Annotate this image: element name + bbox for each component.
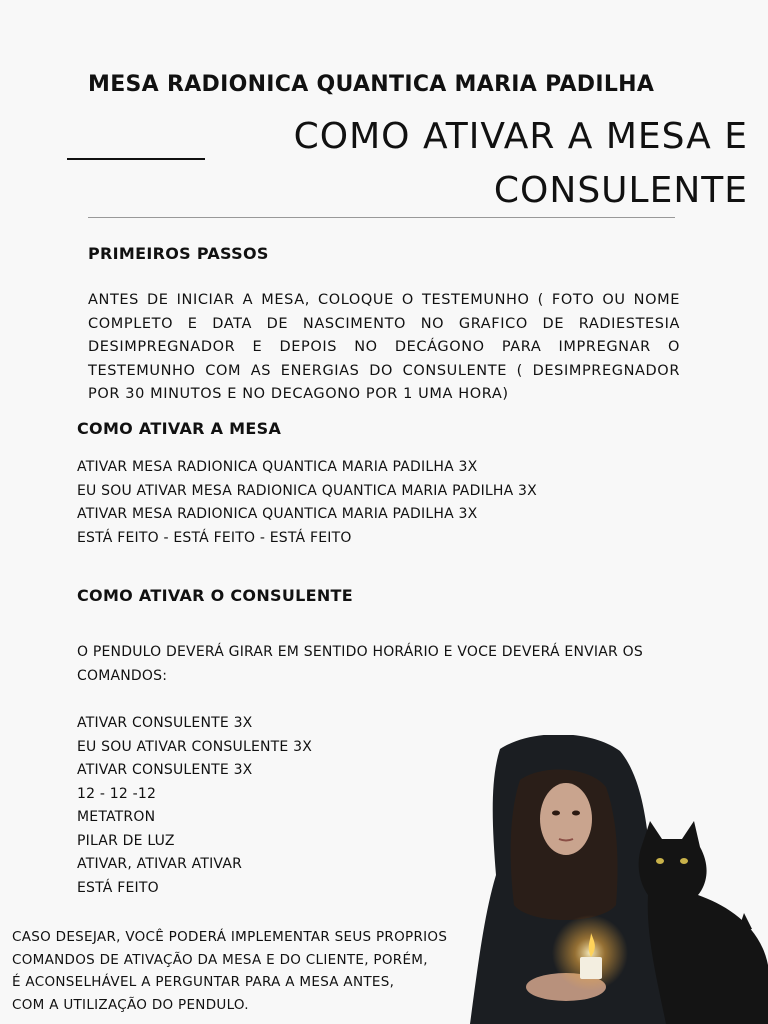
command-line: EU SOU ATIVAR CONSULENTE 3X	[77, 738, 313, 755]
command-line: ESTÁ FEITO - ESTÁ FEITO - ESTÁ FEITO	[77, 529, 352, 546]
footer-line: É ACONSELHÁVEL A PERGUNTAR PARA A MESA ANTES,	[12, 974, 395, 990]
subtitle-line: CONSULENTE	[493, 170, 748, 211]
section-heading-activate-table: COMO ATIVAR A MESA	[77, 419, 282, 438]
activate-table-commands	[77, 456, 537, 550]
command-line: 12 - 12 -12	[77, 785, 157, 802]
command-line: ESTÁ FEITO	[77, 879, 159, 896]
title-underline	[67, 158, 205, 160]
command-line: ATIVAR, ATIVAR ATIVAR	[77, 856, 243, 872]
page-title: MESA RADIONICA QUANTICA MARIA PADILHA	[88, 72, 655, 97]
activate-client-commands	[77, 712, 312, 900]
page-subtitle	[188, 110, 748, 218]
subtitle-line: COMO ATIVAR A MESA E	[293, 116, 748, 157]
activate-client-instructions: O PENDULO DEVERÁ GIRAR EM SENTIDO HORÁRIO E VOCE DEVERÁ ENVIAR OS COMANDOS:	[77, 644, 643, 684]
face-shape	[540, 783, 592, 855]
command-line: ATIVAR MESA RADIONICA QUANTICA MARIA PADILHA 3X	[77, 506, 478, 522]
command-line: ATIVAR CONSULENTE 3X	[77, 762, 253, 778]
command-line: PILAR DE LUZ	[77, 832, 175, 849]
eye-icon	[552, 811, 560, 816]
footer-note	[12, 926, 492, 1016]
hooded-woman-with-cat-image	[470, 735, 768, 1024]
cat-eye-icon	[656, 858, 664, 864]
section-divider	[88, 217, 675, 218]
section-heading-activate-client: COMO ATIVAR O CONSULENTE	[77, 586, 353, 605]
eye-icon	[572, 811, 580, 816]
command-line: EU SOU ATIVAR MESA RADIONICA QUANTICA MARIA PADILHA 3X	[77, 482, 537, 499]
command-line: METATRON	[77, 809, 156, 825]
candle-icon	[580, 957, 602, 979]
command-line: ATIVAR MESA RADIONICA QUANTICA MARIA PADILHA 3X	[77, 459, 478, 475]
footer-line: COMANDOS DE ATIVAÇÃO DA MESA E DO CLIENTE, PORÉM,	[12, 951, 428, 968]
command-line: ATIVAR CONSULENTE 3X	[77, 715, 253, 731]
section-heading-first-steps: PRIMEIROS PASSOS	[88, 244, 269, 263]
first-steps-paragraph: ANTES DE INICIAR A MESA, COLOQUE O TESTEMUNHO ( FOTO OU NOME COMPLETO E DATA DE NASCIMENTO NO GRAFICO DE RADIESTESIA DESIMPREGNADOR E DEPOIS NO DECÁGONO PARA IMPREGNAR O TESTEMUNHO COM AS ENERGIAS DO CONSULENTE ( DESIMPREGNADOR POR 30 MINUTOS E NO DECAGONO POR 1 UMA HORA)	[88, 292, 680, 402]
cat-eye-icon	[680, 858, 688, 864]
footer-line: CASO DESEJAR, VOCÊ PODERÁ IMPLEMENTAR SEUS PROPRIOS	[12, 929, 448, 945]
footer-line: COM A UTILIZAÇÃO DO PENDULO.	[12, 996, 249, 1013]
